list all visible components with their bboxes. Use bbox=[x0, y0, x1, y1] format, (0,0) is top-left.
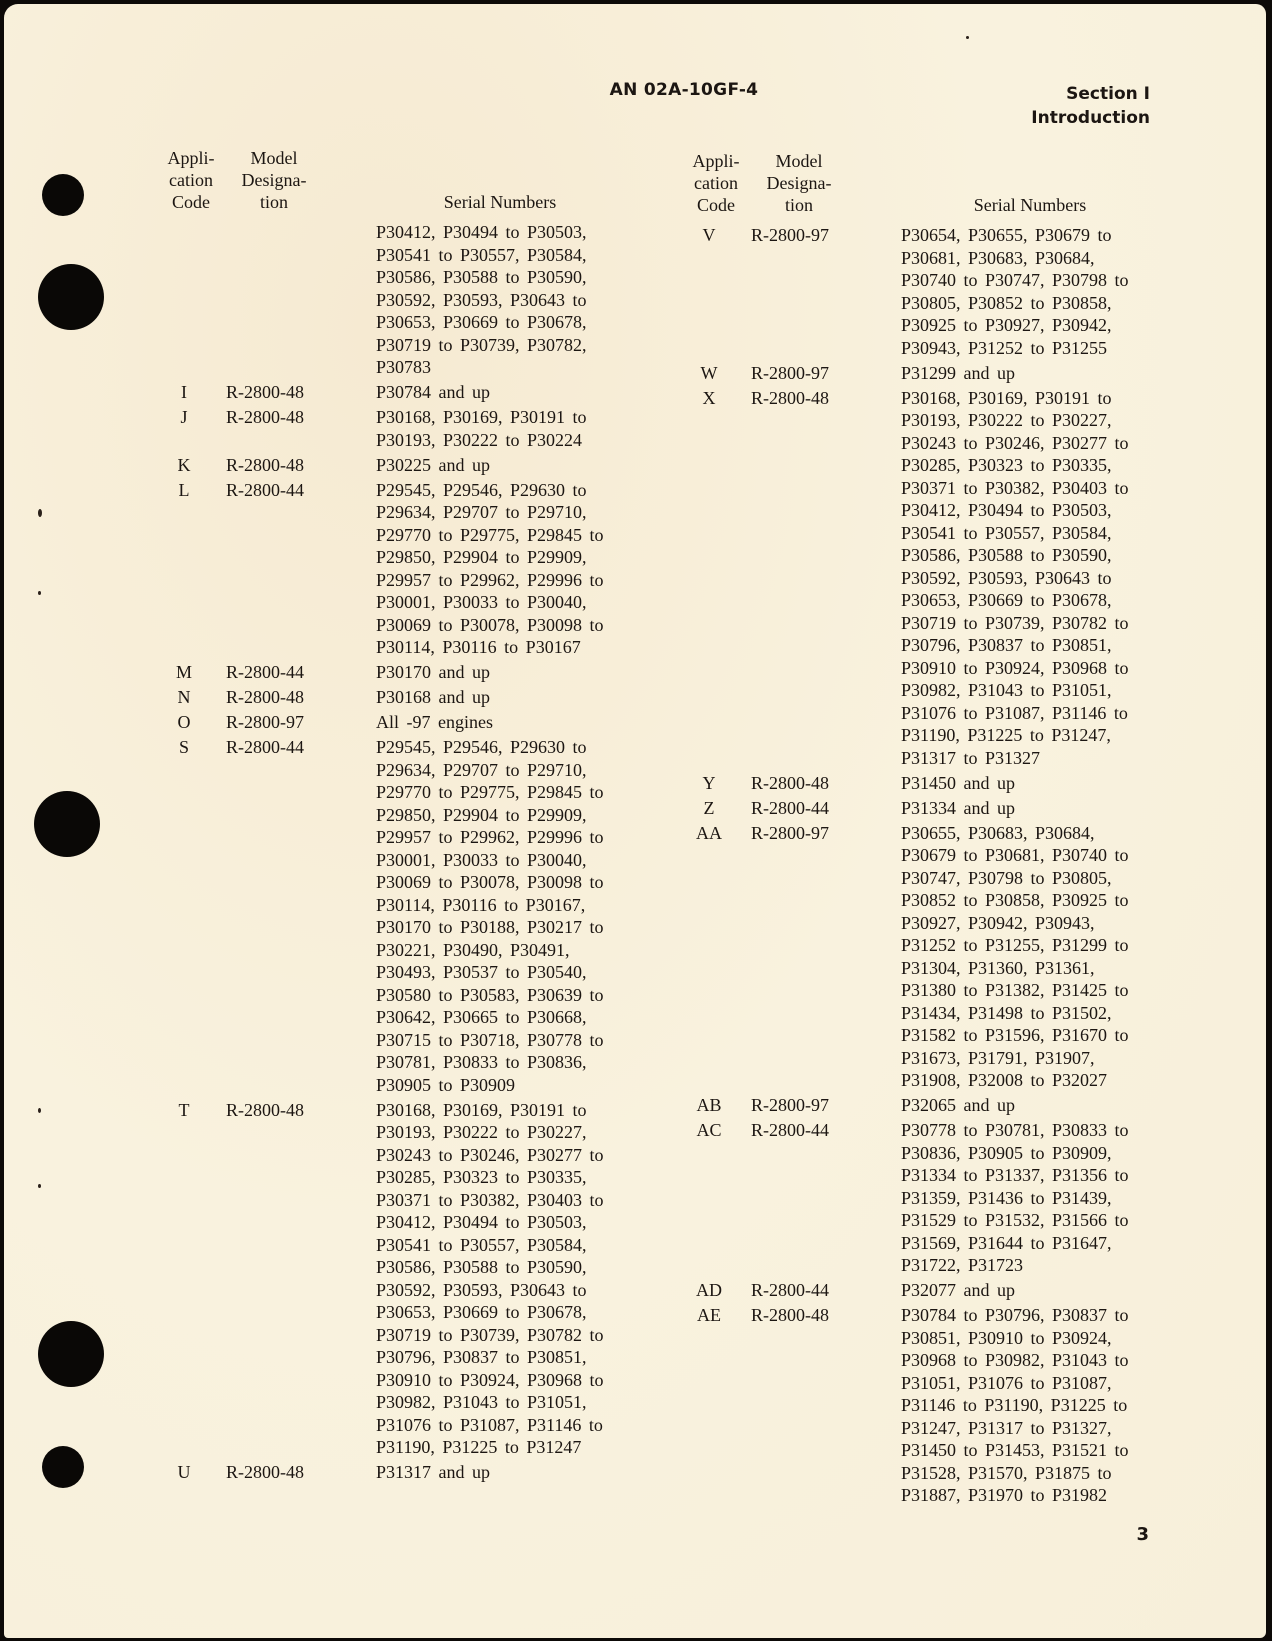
serial-numbers bbox=[376, 406, 656, 451]
table-row bbox=[160, 381, 660, 404]
application-code: AC bbox=[696, 1120, 722, 1140]
table-body bbox=[160, 221, 660, 1484]
serial-numbers bbox=[901, 772, 1181, 795]
serial-line: P30982, P31043 to P31051, bbox=[376, 1392, 587, 1412]
application-code: L bbox=[178, 479, 190, 500]
document-number: AN 02A-10GF-4 bbox=[609, 80, 759, 100]
serial-line: P30781, P30833 to P30836, bbox=[376, 1052, 587, 1072]
model-designation: R-2800-48 bbox=[226, 1099, 304, 1120]
serial-line: P30001, P30033 to P30040, bbox=[376, 592, 587, 612]
speck bbox=[38, 509, 42, 517]
header-application-code: Appli- cation Code bbox=[692, 151, 740, 215]
serial-line: P30541 to P30557, P30584, bbox=[901, 522, 1112, 543]
serial-line: P30642, P30665 to P30668, bbox=[376, 1007, 587, 1027]
application-code: K bbox=[177, 454, 191, 475]
serial-line: P31317 and up bbox=[376, 1462, 490, 1482]
serial-line: P30225 and up bbox=[376, 454, 490, 475]
table-header bbox=[685, 150, 1185, 224]
serial-line: P30982, P31043 to P31051, bbox=[901, 680, 1112, 700]
application-code: Y bbox=[702, 772, 716, 793]
binder-hole-5 bbox=[42, 1446, 84, 1488]
model-designation: R-2800-97 bbox=[751, 822, 829, 843]
model-designation: R-2800-48 bbox=[751, 387, 829, 408]
serial-line: P30001, P30033 to P30040, bbox=[376, 849, 587, 870]
serial-line: P30943, P31252 to P31255 bbox=[901, 337, 1108, 358]
table-row bbox=[685, 1279, 1185, 1302]
table-row bbox=[160, 454, 660, 477]
serial-line: P30653, P30669 to P30678, bbox=[376, 1302, 587, 1322]
application-code: I bbox=[181, 382, 187, 402]
model-designation: R-2800-48 bbox=[226, 382, 304, 402]
model-designation: R-2800-44 bbox=[226, 662, 304, 682]
serial-line: P31569, P31644 to P31647, bbox=[901, 1232, 1112, 1253]
application-code: AB bbox=[696, 1095, 722, 1115]
serial-line: P29957 to P29962, P29996 to bbox=[376, 827, 604, 847]
table-row bbox=[160, 1461, 660, 1484]
serial-numbers bbox=[376, 381, 656, 404]
serial-line: P30371 to P30382, P30403 to bbox=[376, 1189, 604, 1210]
serial-line: P30069 to P30078, P30098 to bbox=[376, 872, 604, 892]
serial-line: P30193, P30222 to P30227, bbox=[376, 1122, 587, 1142]
section-heading bbox=[1031, 82, 1150, 130]
serial-line: P31190, P31225 to P31247 bbox=[376, 1437, 582, 1457]
serial-line: P29545, P29546, P29630 to bbox=[376, 479, 587, 500]
serial-line: P29634, P29707 to P29710, bbox=[376, 502, 587, 522]
serial-numbers bbox=[376, 686, 656, 709]
serial-line: P30681, P30683, P30684, bbox=[901, 247, 1095, 268]
table-row bbox=[160, 1099, 660, 1459]
serial-numbers bbox=[901, 387, 1181, 770]
serial-line: P30114, P30116 to P30167 bbox=[376, 637, 581, 657]
serial-line: P31247, P31317 to P31327, bbox=[901, 1417, 1112, 1438]
table-row bbox=[685, 1119, 1185, 1277]
serial-line: P31434, P31498 to P31502, bbox=[901, 1002, 1112, 1023]
serial-line: P29850, P29904 to P29909, bbox=[376, 804, 587, 825]
serial-line: P30719 to P30739, P30782 to bbox=[901, 612, 1129, 633]
serial-line: P31450 and up bbox=[901, 772, 1015, 793]
serial-line: P30778 to P30781, P30833 to bbox=[901, 1120, 1129, 1140]
serial-line: P31908, P32008 to P32027 bbox=[901, 1070, 1108, 1090]
serial-numbers bbox=[376, 736, 656, 1096]
model-designation: R-2800-48 bbox=[226, 1462, 304, 1482]
speck bbox=[966, 36, 969, 39]
serial-line: P30541 to P30557, P30584, bbox=[376, 244, 587, 265]
serial-line: P30784 to P30796, P30837 to bbox=[901, 1305, 1129, 1325]
serial-line: P31299 and up bbox=[901, 362, 1015, 383]
table-row bbox=[685, 1304, 1185, 1507]
application-code: AD bbox=[696, 1280, 722, 1300]
binder-hole-2 bbox=[38, 264, 104, 330]
serial-line: P30654, P30655, P30679 to bbox=[901, 225, 1112, 245]
serial-line: P30910 to P30924, P30968 to bbox=[901, 657, 1129, 678]
serial-line: P30715 to P30718, P30778 to bbox=[376, 1029, 604, 1050]
serial-numbers bbox=[901, 224, 1181, 359]
serial-numbers bbox=[901, 1094, 1181, 1117]
serial-line: P30586, P30588 to P30590, bbox=[376, 1257, 587, 1277]
table-row bbox=[160, 711, 660, 734]
table-row bbox=[160, 479, 660, 659]
table-row bbox=[160, 736, 660, 1096]
serial-line: P32077 and up bbox=[901, 1280, 1015, 1300]
document-page bbox=[4, 4, 1266, 1638]
serial-numbers bbox=[376, 711, 656, 734]
speck bbox=[38, 1184, 41, 1188]
serial-line: P30851, P30910 to P30924, bbox=[901, 1327, 1112, 1348]
serial-line: P30193, P30222 to P30227, bbox=[901, 410, 1112, 430]
serial-line: P31076 to P31087, P31146 to bbox=[376, 1414, 603, 1435]
serial-line: P30168 and up bbox=[376, 687, 490, 707]
binder-hole-3 bbox=[34, 791, 100, 857]
model-designation: R-2800-48 bbox=[226, 687, 304, 707]
serial-line: P30069 to P30078, P30098 to bbox=[376, 614, 604, 635]
serial-line: P31380 to P31382, P31425 to bbox=[901, 980, 1129, 1000]
serial-line: P30285, P30323 to P30335, bbox=[901, 455, 1112, 475]
model-designation: R-2800-97 bbox=[751, 225, 829, 245]
serial-line: P31076 to P31087, P31146 to bbox=[901, 702, 1128, 723]
application-code: U bbox=[177, 1462, 191, 1482]
serial-line: P29957 to P29962, P29996 to bbox=[376, 569, 604, 590]
application-code: N bbox=[177, 687, 191, 707]
serial-line: P30193, P30222 to P30224 bbox=[376, 429, 583, 450]
serial-numbers bbox=[376, 221, 656, 379]
serial-line: P31252 to P31255, P31299 to bbox=[901, 935, 1129, 955]
serial-line: P30653, P30669 to P30678, bbox=[376, 312, 587, 332]
table-row bbox=[685, 772, 1185, 795]
table-row bbox=[685, 797, 1185, 820]
serial-line: P30836, P30905 to P30909, bbox=[901, 1142, 1112, 1163]
serial-line: P30541 to P30557, P30584, bbox=[376, 1234, 587, 1255]
serial-numbers bbox=[376, 661, 656, 684]
serial-line: P30168, P30169, P30191 to bbox=[376, 1099, 587, 1120]
serial-line: P30285, P30323 to P30335, bbox=[376, 1167, 587, 1187]
application-code: Z bbox=[703, 797, 715, 818]
serial-line: P30784 and up bbox=[376, 382, 490, 402]
table-row bbox=[685, 1094, 1185, 1117]
serial-line: P29770 to P29775, P29845 to bbox=[376, 524, 604, 545]
model-designation: R-2800-48 bbox=[751, 1305, 829, 1325]
serial-numbers bbox=[376, 479, 656, 659]
application-code: V bbox=[702, 225, 716, 245]
model-designation: R-2800-97 bbox=[751, 362, 829, 383]
serial-line: P31304, P31360, P31361, bbox=[901, 957, 1095, 978]
serial-line: P30221, P30490, P30491, bbox=[376, 939, 570, 960]
table-row bbox=[685, 387, 1185, 770]
serial-line: P30719 to P30739, P30782 to bbox=[376, 1324, 604, 1345]
model-designation: R-2800-97 bbox=[751, 1095, 829, 1115]
left-table bbox=[160, 147, 660, 1484]
serial-line: P29770 to P29775, P29845 to bbox=[376, 782, 604, 802]
model-designation: R-2800-44 bbox=[226, 479, 304, 500]
serial-line: P31528, P31570, P31875 to bbox=[901, 1462, 1112, 1483]
table-row bbox=[685, 224, 1185, 359]
serial-numbers bbox=[901, 362, 1181, 385]
serial-numbers bbox=[901, 822, 1181, 1092]
serial-line: P30586, P30588 to P30590, bbox=[376, 267, 587, 287]
serial-line: P31722, P31723 bbox=[901, 1255, 1024, 1275]
serial-line: P30493, P30537 to P30540, bbox=[376, 962, 587, 982]
serial-line: P29850, P29904 to P29909, bbox=[376, 547, 587, 567]
model-designation: R-2800-44 bbox=[751, 1120, 829, 1140]
serial-line: P30168, P30169, P30191 to bbox=[901, 387, 1112, 408]
speck bbox=[38, 591, 41, 595]
serial-line: P30719 to P30739, P30782, bbox=[376, 334, 587, 355]
model-designation: R-2800-48 bbox=[226, 407, 304, 427]
serial-numbers bbox=[376, 1461, 656, 1484]
serial-line: P31450 to P31453, P31521 to bbox=[901, 1440, 1129, 1460]
header-model-designation: Model Designa- tion bbox=[241, 148, 307, 212]
model-designation: R-2800-48 bbox=[226, 454, 304, 475]
table-row bbox=[160, 221, 660, 379]
serial-line: P31359, P31436 to P31439, bbox=[901, 1187, 1112, 1208]
serial-line: P30805, P30852 to P30858, bbox=[901, 292, 1112, 313]
section-title: Introduction bbox=[1031, 108, 1150, 128]
model-designation: R-2800-44 bbox=[226, 737, 304, 757]
serial-numbers bbox=[901, 1304, 1181, 1507]
serial-line: P31334 and up bbox=[901, 797, 1015, 818]
model-designation bbox=[208, 221, 376, 379]
header-application-code: Appli- cation Code bbox=[167, 148, 215, 212]
binder-hole-4 bbox=[38, 1321, 104, 1387]
serial-line: P31887, P31970 to P31982 bbox=[901, 1485, 1108, 1505]
serial-numbers bbox=[901, 1279, 1181, 1302]
binder-hole-1 bbox=[42, 174, 84, 216]
table-header bbox=[160, 147, 660, 221]
serial-line: P30412, P30494 to P30503, bbox=[901, 500, 1112, 520]
serial-line: P30168, P30169, P30191 to bbox=[376, 407, 587, 427]
table-body bbox=[685, 224, 1185, 1507]
serial-line: P30170 and up bbox=[376, 662, 490, 682]
serial-line: P30679 to P30681, P30740 to bbox=[901, 845, 1129, 865]
serial-line: P30927, P30942, P30943, bbox=[901, 912, 1095, 933]
serial-line: P31334 to P31337, P31356 to bbox=[901, 1165, 1129, 1185]
serial-line: P31190, P31225 to P31247, bbox=[901, 725, 1111, 745]
serial-line: P30586, P30588 to P30590, bbox=[901, 545, 1112, 565]
application-code: M bbox=[175, 662, 192, 682]
serial-line: P30592, P30593, P30643 to bbox=[901, 567, 1112, 588]
serial-line: P32065 and up bbox=[901, 1095, 1015, 1115]
table-row bbox=[160, 661, 660, 684]
serial-line: P30412, P30494 to P30503, bbox=[376, 1212, 587, 1232]
model-designation: R-2800-44 bbox=[751, 797, 829, 818]
table-row bbox=[685, 362, 1185, 385]
table-row bbox=[685, 822, 1185, 1092]
model-designation: R-2800-48 bbox=[751, 772, 829, 793]
serial-line: P30783 bbox=[376, 357, 432, 377]
table-row bbox=[160, 686, 660, 709]
serial-numbers bbox=[901, 1119, 1181, 1277]
serial-line: P29634, P29707 to P29710, bbox=[376, 759, 587, 780]
serial-line: P30114, P30116 to P30167, bbox=[376, 894, 586, 915]
serial-line: P31582 to P31596, P31670 to bbox=[901, 1025, 1129, 1045]
serial-line: P30740 to P30747, P30798 to bbox=[901, 270, 1129, 290]
serial-line: P30796, P30837 to P30851, bbox=[901, 635, 1112, 655]
serial-numbers bbox=[376, 1099, 656, 1459]
serial-line: P31673, P31791, P31907, bbox=[901, 1047, 1095, 1068]
serial-line: P30655, P30683, P30684, bbox=[901, 822, 1095, 843]
right-table bbox=[685, 150, 1185, 1507]
serial-line: P30905 to P30909 bbox=[376, 1074, 516, 1095]
page-number: 3 bbox=[1136, 1524, 1149, 1545]
serial-line: P31529 to P31532, P31566 to bbox=[901, 1210, 1129, 1230]
application-code bbox=[160, 221, 208, 379]
serial-line: P29545, P29546, P29630 to bbox=[376, 737, 587, 757]
application-code: O bbox=[177, 712, 191, 732]
serial-line: P30592, P30593, P30643 to bbox=[376, 1279, 587, 1300]
application-code: AA bbox=[696, 822, 722, 843]
serial-numbers bbox=[376, 454, 656, 477]
serial-line: P31051, P31076 to P31087, bbox=[901, 1372, 1112, 1393]
serial-line: P30925 to P30927, P30942, bbox=[901, 315, 1112, 335]
serial-line: P30747, P30798 to P30805, bbox=[901, 867, 1112, 888]
serial-line: All -97 engines bbox=[376, 712, 493, 732]
header-model-designation: Model Designa- tion bbox=[766, 151, 832, 215]
model-designation: R-2800-97 bbox=[226, 712, 304, 732]
serial-line: P30371 to P30382, P30403 to bbox=[901, 477, 1129, 498]
application-code: AE bbox=[697, 1305, 721, 1325]
serial-line: P30968 to P30982, P31043 to bbox=[901, 1350, 1129, 1370]
serial-line: P30910 to P30924, P30968 to bbox=[376, 1369, 604, 1390]
serial-line: P30653, P30669 to P30678, bbox=[901, 590, 1112, 610]
header-serial-numbers: Serial Numbers bbox=[973, 195, 1087, 215]
serial-line: P30170 to P30188, P30217 to bbox=[376, 917, 604, 937]
serial-line: P30852 to P30858, P30925 to bbox=[901, 890, 1129, 910]
serial-line: P30592, P30593, P30643 to bbox=[376, 289, 587, 310]
application-code: X bbox=[702, 387, 716, 408]
application-code: T bbox=[178, 1099, 190, 1120]
serial-numbers bbox=[901, 797, 1181, 820]
serial-line: P30243 to P30246, P30277 to bbox=[376, 1144, 604, 1165]
section-label: Section I bbox=[1066, 84, 1150, 104]
serial-line: P30412, P30494 to P30503, bbox=[376, 222, 587, 242]
table-row bbox=[160, 406, 660, 451]
serial-line: P30796, P30837 to P30851, bbox=[376, 1347, 587, 1367]
header-serial-numbers: Serial Numbers bbox=[443, 192, 557, 212]
application-code: W bbox=[700, 362, 718, 383]
serial-line: P30243 to P30246, P30277 to bbox=[901, 432, 1129, 453]
speck bbox=[38, 1108, 41, 1113]
application-code: J bbox=[180, 407, 188, 427]
serial-line: P31146 to P31190, P31225 to bbox=[901, 1395, 1128, 1415]
model-designation: R-2800-44 bbox=[751, 1280, 829, 1300]
application-code: S bbox=[178, 737, 189, 757]
serial-line: P30580 to P30583, P30639 to bbox=[376, 984, 604, 1005]
serial-line: P31317 to P31327 bbox=[901, 747, 1041, 768]
